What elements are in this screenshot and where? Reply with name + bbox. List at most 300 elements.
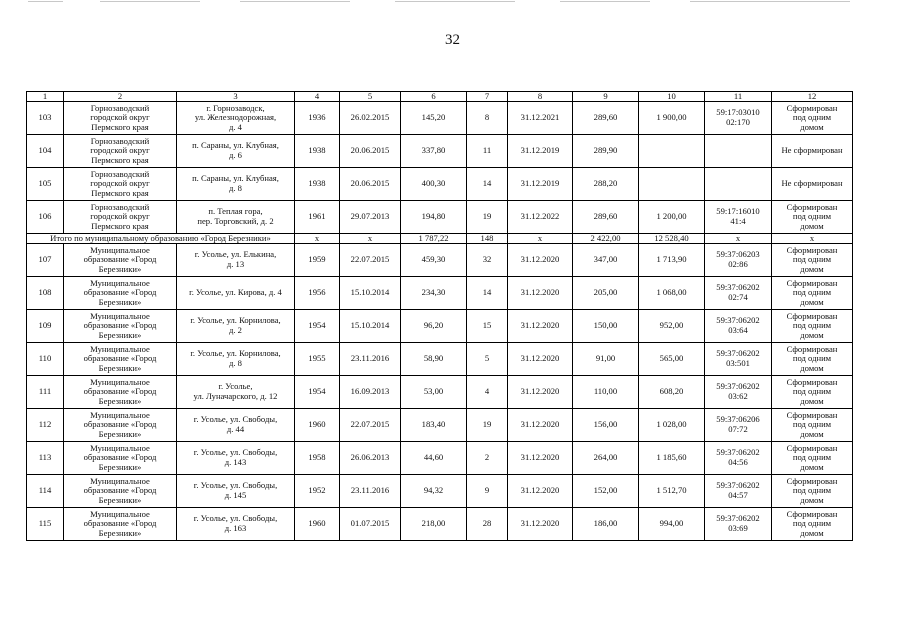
address-line: д. 6 xyxy=(229,150,242,160)
land-status-line: Сформирован xyxy=(786,277,838,288)
cadastral-number-line: 03:501 xyxy=(726,358,750,368)
recognition-date: 22.07.2015 xyxy=(340,409,401,442)
address-line: п. Теплая гора, xyxy=(208,206,263,217)
cadastral-number xyxy=(705,508,772,541)
land-status-line: под одним xyxy=(792,287,832,298)
land-area: 1 200,00 xyxy=(639,201,705,234)
column-number-row xyxy=(27,92,853,102)
cost: 91,00 xyxy=(573,343,639,376)
table-row xyxy=(27,201,853,234)
municipality-line: образование «Город xyxy=(83,518,157,529)
recognition-date: 15.10.2014 xyxy=(340,310,401,343)
deadline: 31.12.2020 xyxy=(508,310,573,343)
cost: 205,00 xyxy=(573,277,639,310)
cost: 156,00 xyxy=(573,409,639,442)
land-status-line: домом xyxy=(800,494,824,505)
build-year: 1938 xyxy=(295,135,340,168)
build-year: 1961 xyxy=(295,201,340,234)
address-line: ул. Железнодорожная, xyxy=(194,112,277,123)
land-status xyxy=(772,310,853,343)
cost: 264,00 xyxy=(573,442,639,475)
municipality xyxy=(64,310,177,343)
total-date: x xyxy=(340,234,401,244)
cadastral-number xyxy=(705,409,772,442)
land-area: 565,00 xyxy=(639,343,705,376)
housing-registry-table xyxy=(26,91,853,541)
land-status xyxy=(772,343,853,376)
land-area: 1 068,00 xyxy=(639,277,705,310)
residents: 28 xyxy=(467,508,508,541)
cadastral-number xyxy=(705,376,772,409)
scan-top-edge xyxy=(0,0,905,4)
build-year: 1959 xyxy=(295,244,340,277)
row-number: 103 xyxy=(27,102,64,135)
municipality-line: Березники» xyxy=(98,263,142,274)
residents: 15 xyxy=(467,310,508,343)
municipality-line: Березники» xyxy=(98,329,142,340)
recognition-date: 26.02.2015 xyxy=(340,102,401,135)
land-status xyxy=(772,244,853,277)
table-row xyxy=(27,244,853,277)
municipality-line: Березники» xyxy=(98,395,142,406)
cadastral-number-line: 59:37:06202 xyxy=(716,381,760,392)
build-year: 1938 xyxy=(295,168,340,201)
land-status-line: Сформирован xyxy=(786,442,838,453)
cadastral-number-line: 59:37:06202 xyxy=(716,480,760,491)
address-line: д. 13 xyxy=(226,259,245,269)
build-year: 1936 xyxy=(295,102,340,135)
municipality-line: Муниципальное xyxy=(90,508,150,519)
residents: 14 xyxy=(467,277,508,310)
residents: 8 xyxy=(467,102,508,135)
land-status xyxy=(772,376,853,409)
municipality-line: Муниципальное xyxy=(90,376,150,387)
total-residents: 148 xyxy=(467,234,508,244)
column-number: 6 xyxy=(401,92,467,102)
municipality-line: образование «Город xyxy=(83,287,157,298)
municipality xyxy=(64,102,177,135)
municipality-line: Пермского края xyxy=(91,121,149,132)
cadastral-number-line: 02:74 xyxy=(728,292,748,302)
land-status-line: Сформирован xyxy=(786,475,838,486)
municipality-line: Березники» xyxy=(98,461,142,472)
municipality xyxy=(64,475,177,508)
cost: 289,60 xyxy=(573,102,639,135)
address-line: ул. Луначарского, д. 12 xyxy=(193,391,278,401)
municipality-line: городской округ xyxy=(90,112,150,123)
column-number: 9 xyxy=(573,92,639,102)
address-line: д. 8 xyxy=(229,358,242,368)
row-number: 115 xyxy=(27,508,64,541)
municipality xyxy=(64,376,177,409)
residents: 14 xyxy=(467,168,508,201)
area: 53,00 xyxy=(401,376,467,409)
recognition-date: 16.09.2013 xyxy=(340,376,401,409)
residents: 4 xyxy=(467,376,508,409)
cadastral-number-line: 59:37:06202 xyxy=(716,513,760,524)
total-status: x xyxy=(772,234,853,244)
table-row xyxy=(27,168,853,201)
build-year: 1956 xyxy=(295,277,340,310)
land-status xyxy=(772,135,853,168)
municipality-line: Пермского края xyxy=(91,220,149,231)
municipality-line: образование «Город xyxy=(83,353,157,364)
deadline: 31.12.2020 xyxy=(508,343,573,376)
row-number: 114 xyxy=(27,475,64,508)
address xyxy=(177,168,295,201)
recognition-date: 20.06.2015 xyxy=(340,135,401,168)
land-status xyxy=(772,442,853,475)
land-area xyxy=(639,135,705,168)
address-line: д. 44 xyxy=(226,424,245,434)
municipality-line: Березники» xyxy=(98,296,142,307)
table-row xyxy=(27,508,853,541)
land-status xyxy=(772,168,853,201)
deadline: 31.12.2020 xyxy=(508,475,573,508)
cadastral-number-line: 04:56 xyxy=(728,457,748,467)
address-line: г. Горнозаводск, xyxy=(206,102,265,113)
land-status xyxy=(772,277,853,310)
municipality-line: Горнозаводский xyxy=(90,201,150,212)
land-status-line: под одним xyxy=(792,112,832,123)
municipality-line: Горнозаводский xyxy=(90,135,150,146)
cadastral-number-line: 03:69 xyxy=(728,523,748,533)
table-row xyxy=(27,277,853,310)
residents: 32 xyxy=(467,244,508,277)
municipality-line: образование «Город xyxy=(83,485,157,496)
land-status xyxy=(772,102,853,135)
area: 183,40 xyxy=(401,409,467,442)
cadastral-number-line: 41:4 xyxy=(730,216,746,226)
build-year: 1960 xyxy=(295,508,340,541)
land-status xyxy=(772,475,853,508)
land-status xyxy=(772,201,853,234)
cost: 289,60 xyxy=(573,201,639,234)
residents: 5 xyxy=(467,343,508,376)
cost: 110,00 xyxy=(573,376,639,409)
address xyxy=(177,376,295,409)
address-line: д. 4 xyxy=(229,121,242,132)
table-row xyxy=(27,409,853,442)
land-area: 1 900,00 xyxy=(639,102,705,135)
table-row xyxy=(27,475,853,508)
address xyxy=(177,102,295,135)
table-row xyxy=(27,310,853,343)
address xyxy=(177,135,295,168)
address-line: д. 163 xyxy=(224,523,247,533)
municipality-line: Муниципальное xyxy=(90,475,150,486)
municipality-line: Березники» xyxy=(98,362,142,373)
address xyxy=(177,244,295,277)
land-area: 994,00 xyxy=(639,508,705,541)
municipality-line: городской округ xyxy=(90,145,150,156)
deadline: 31.12.2020 xyxy=(508,277,573,310)
area: 96,20 xyxy=(401,310,467,343)
cadastral-number-line: 04:57 xyxy=(728,490,748,500)
column-number: 5 xyxy=(340,92,401,102)
cost: 288,20 xyxy=(573,168,639,201)
address xyxy=(177,343,295,376)
municipality-line: городской округ xyxy=(90,211,150,222)
municipality-line: городской округ xyxy=(90,178,150,189)
cadastral-number xyxy=(705,475,772,508)
table-row xyxy=(27,376,853,409)
cost: 150,00 xyxy=(573,310,639,343)
total-label: Итого по муниципальному образованию «Город Березники» xyxy=(27,234,295,244)
municipality-line: образование «Город xyxy=(83,254,157,265)
total-cad: x xyxy=(705,234,772,244)
deadline: 31.12.2022 xyxy=(508,201,573,234)
row-number: 110 xyxy=(27,343,64,376)
land-status-line: домом xyxy=(800,362,824,373)
municipality-line: образование «Город xyxy=(83,320,157,331)
recognition-date: 23.11.2016 xyxy=(340,343,401,376)
land-status-line: под одним xyxy=(792,320,832,331)
cost: 347,00 xyxy=(573,244,639,277)
page-number: 32 xyxy=(445,32,460,48)
address-line: п. Сараны, ул. Клубная, xyxy=(192,173,279,184)
build-year: 1952 xyxy=(295,475,340,508)
area: 234,30 xyxy=(401,277,467,310)
address-line: пер. Торговский, д. 2 xyxy=(197,216,274,226)
municipality-line: Муниципальное xyxy=(90,442,150,453)
registry-body xyxy=(27,92,853,541)
row-number: 113 xyxy=(27,442,64,475)
row-number: 104 xyxy=(27,135,64,168)
cadastral-number xyxy=(705,135,772,168)
municipality xyxy=(64,277,177,310)
column-number: 8 xyxy=(508,92,573,102)
land-status-line: под одним xyxy=(792,452,832,463)
total-row xyxy=(27,234,853,244)
column-number: 11 xyxy=(705,92,772,102)
recognition-date: 01.07.2015 xyxy=(340,508,401,541)
column-number: 3 xyxy=(177,92,295,102)
land-status-line: Сформирован xyxy=(786,376,838,387)
cadastral-number xyxy=(705,442,772,475)
area: 145,20 xyxy=(401,102,467,135)
land-status-line: под одним xyxy=(792,485,832,496)
municipality-line: Муниципальное xyxy=(90,409,150,420)
address xyxy=(177,409,295,442)
address-line: г. Усолье, ул. Корнилова, xyxy=(190,348,281,359)
municipality-line: образование «Город xyxy=(83,452,157,463)
land-status-line: Сформирован xyxy=(786,310,838,321)
municipality xyxy=(64,201,177,234)
land-status-line: Не сформирован xyxy=(781,145,843,156)
table-row xyxy=(27,343,853,376)
total-year: x xyxy=(295,234,340,244)
residents: 2 xyxy=(467,442,508,475)
land-status-line: Сформирован xyxy=(786,201,838,212)
total-cost: 2 422,00 xyxy=(573,234,639,244)
row-number: 108 xyxy=(27,277,64,310)
land-status-line: под одним xyxy=(792,419,832,430)
land-area: 952,00 xyxy=(639,310,705,343)
land-status-line: домом xyxy=(800,121,824,132)
land-area: 1 512,70 xyxy=(639,475,705,508)
cadastral-number-line: 03:62 xyxy=(728,391,748,401)
area: 218,00 xyxy=(401,508,467,541)
municipality xyxy=(64,442,177,475)
cadastral-number-line: 02:170 xyxy=(726,117,750,127)
cadastral-number-line: 07:72 xyxy=(728,424,748,434)
build-year: 1954 xyxy=(295,376,340,409)
address xyxy=(177,201,295,234)
deadline: 31.12.2020 xyxy=(508,442,573,475)
land-status xyxy=(772,508,853,541)
land-status-line: домом xyxy=(800,428,824,439)
residents: 9 xyxy=(467,475,508,508)
land-status-line: под одним xyxy=(792,254,832,265)
land-status-line: Не сформирован xyxy=(781,178,843,189)
land-status-line: под одним xyxy=(792,518,832,529)
table-row xyxy=(27,102,853,135)
land-area: 1 713,90 xyxy=(639,244,705,277)
cost: 152,00 xyxy=(573,475,639,508)
deadline: 31.12.2020 xyxy=(508,244,573,277)
municipality-line: Березники» xyxy=(98,527,142,538)
land-area: 1 028,00 xyxy=(639,409,705,442)
recognition-date: 22.07.2015 xyxy=(340,244,401,277)
address-line: г. Усолье, xyxy=(218,381,253,392)
municipality-line: Березники» xyxy=(98,428,142,439)
municipality xyxy=(64,409,177,442)
build-year: 1958 xyxy=(295,442,340,475)
cadastral-number-line: 59:17:16010 xyxy=(716,206,760,217)
municipality xyxy=(64,135,177,168)
row-number: 112 xyxy=(27,409,64,442)
address xyxy=(177,277,295,310)
cadastral-number-line: 59:37:06202 xyxy=(716,315,760,326)
municipality xyxy=(64,508,177,541)
address xyxy=(177,442,295,475)
area: 58,90 xyxy=(401,343,467,376)
land-area xyxy=(639,168,705,201)
land-status-line: Сформирован xyxy=(786,244,838,255)
cadastral-number xyxy=(705,277,772,310)
cadastral-number-line: 59:37:06203 xyxy=(716,249,760,260)
cadastral-number-line: 02:86 xyxy=(728,259,748,269)
area: 459,30 xyxy=(401,244,467,277)
cadastral-number xyxy=(705,168,772,201)
address-line: д. 2 xyxy=(229,325,242,335)
municipality-line: Березники» xyxy=(98,494,142,505)
area: 44,60 xyxy=(401,442,467,475)
total-deadline: x xyxy=(508,234,573,244)
address-line: г. Усолье, ул. Свободы, xyxy=(193,513,278,524)
land-status-line: под одним xyxy=(792,353,832,364)
cadastral-number xyxy=(705,343,772,376)
deadline: 31.12.2020 xyxy=(508,508,573,541)
land-status-line: Сформирован xyxy=(786,409,838,420)
cost: 186,00 xyxy=(573,508,639,541)
municipality xyxy=(64,343,177,376)
area: 337,80 xyxy=(401,135,467,168)
land-area: 608,20 xyxy=(639,376,705,409)
address-line: д. 143 xyxy=(224,457,247,467)
land-status-line: Сформирован xyxy=(786,102,838,113)
land-status-line: Сформирован xyxy=(786,343,838,354)
address-line: д. 8 xyxy=(229,183,242,193)
area: 94,32 xyxy=(401,475,467,508)
municipality xyxy=(64,244,177,277)
land-status-line: домом xyxy=(800,395,824,406)
recognition-date: 29.07.2013 xyxy=(340,201,401,234)
table-row xyxy=(27,135,853,168)
address-line: г. Усолье, ул. Свободы, xyxy=(193,480,278,491)
municipality-line: Горнозаводский xyxy=(90,102,150,113)
build-year: 1954 xyxy=(295,310,340,343)
recognition-date: 23.11.2016 xyxy=(340,475,401,508)
total-sum: 12 528,40 xyxy=(639,234,705,244)
residents: 19 xyxy=(467,201,508,234)
address-line: г. Усолье, ул. Елькина, xyxy=(194,249,277,260)
recognition-date: 15.10.2014 xyxy=(340,277,401,310)
deadline: 31.12.2020 xyxy=(508,409,573,442)
area: 400,30 xyxy=(401,168,467,201)
table-row xyxy=(27,442,853,475)
row-number: 111 xyxy=(27,376,64,409)
address-line: г. Усолье, ул. Кирова, д. 4 xyxy=(189,287,282,298)
row-number: 106 xyxy=(27,201,64,234)
land-status-line: домом xyxy=(800,527,824,538)
cost: 289,90 xyxy=(573,135,639,168)
address-line: п. Сараны, ул. Клубная, xyxy=(192,140,279,151)
cadastral-number xyxy=(705,244,772,277)
municipality-line: Пермского края xyxy=(91,187,149,198)
row-number: 107 xyxy=(27,244,64,277)
municipality-line: Муниципальное xyxy=(90,277,150,288)
deadline: 31.12.2021 xyxy=(508,102,573,135)
column-number: 1 xyxy=(27,92,64,102)
address-line: г. Усолье, ул. Свободы, xyxy=(193,447,278,458)
municipality-line: Пермского края xyxy=(91,154,149,165)
cadastral-number-line: 03:64 xyxy=(728,325,748,335)
land-status-line: домом xyxy=(800,296,824,307)
residents: 19 xyxy=(467,409,508,442)
area: 194,80 xyxy=(401,201,467,234)
row-number: 109 xyxy=(27,310,64,343)
recognition-date: 26.06.2013 xyxy=(340,442,401,475)
column-number: 7 xyxy=(467,92,508,102)
cadastral-number-line: 59:37:06206 xyxy=(716,414,760,425)
land-status-line: домом xyxy=(800,461,824,472)
municipality-line: образование «Город xyxy=(83,419,157,430)
municipality-line: Муниципальное xyxy=(90,244,150,255)
column-number: 4 xyxy=(295,92,340,102)
cadastral-number-line: 59:37:06202 xyxy=(716,348,760,359)
cadastral-number-line: 59:17:03010 xyxy=(716,107,760,118)
recognition-date: 20.06.2015 xyxy=(340,168,401,201)
land-status-line: Сформирован xyxy=(786,508,838,519)
municipality-line: Муниципальное xyxy=(90,343,150,354)
build-year: 1960 xyxy=(295,409,340,442)
deadline: 31.12.2020 xyxy=(508,376,573,409)
row-number: 105 xyxy=(27,168,64,201)
address-line: г. Усолье, ул. Корнилова, xyxy=(190,315,281,326)
deadline: 31.12.2019 xyxy=(508,168,573,201)
municipality-line: Муниципальное xyxy=(90,310,150,321)
cadastral-number xyxy=(705,310,772,343)
cadastral-number-line: 59:37:06202 xyxy=(716,447,760,458)
column-number: 10 xyxy=(639,92,705,102)
land-status-line: под одним xyxy=(792,211,832,222)
address xyxy=(177,475,295,508)
address-line: д. 145 xyxy=(224,490,247,500)
address xyxy=(177,508,295,541)
land-status-line: под одним xyxy=(792,386,832,397)
